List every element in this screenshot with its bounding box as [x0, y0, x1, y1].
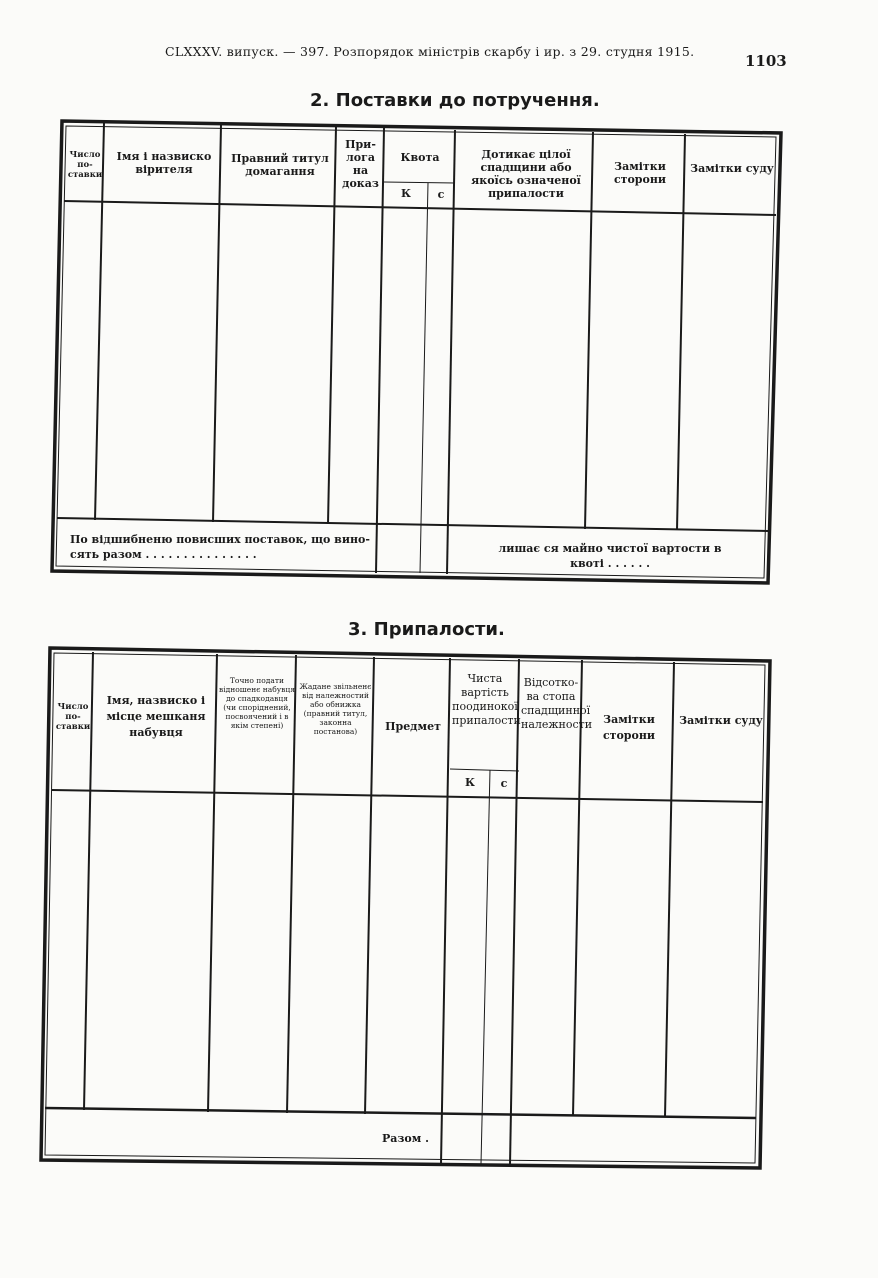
- page-number: 1103: [745, 52, 787, 70]
- s3-col-number: Число по- ставки: [55, 702, 91, 732]
- s2-col-proof: При- лога на доказ: [342, 138, 379, 190]
- s2-col-legal-title: Правний титул домагання: [231, 152, 329, 178]
- running-header: CLXXXV. випуск. — 397. Розпорядок міністрів скарбу і ир. з 29. студня 1915.: [165, 44, 695, 59]
- section3-title: 3. Припалости.: [348, 619, 505, 640]
- s3-col-name: Імя, назвиско і місце мешканя набувця: [106, 694, 206, 739]
- s3-col-net-s: с: [500, 777, 508, 790]
- s3-col-percent: Відсотко- ва стопа спадщинної належности: [521, 676, 593, 731]
- s3-col-remarks-court: Замітки суду: [679, 714, 763, 727]
- s3-col-relation: Точно подати відношенє набувця до спадкодавця (чи споріднений, посвоячений і в якім степені): [219, 676, 295, 730]
- s2-col-creditor: Імя і назвиско вірителя: [116, 150, 212, 176]
- s2-col-concerns: Дотикає цілої спадщини або якоїсь означеної припалости: [471, 148, 581, 200]
- s3-total-label: Разом .: [382, 1132, 429, 1145]
- section2-title: 2. Поставки до потручення.: [310, 90, 600, 111]
- s3-col-net-k: К: [464, 776, 475, 789]
- s3-col-remarks-party: Замітки сторони: [602, 713, 656, 742]
- s2-col-remarks-party: Замітки сторони: [613, 160, 667, 186]
- s3-col-net-value: Чиста вартість поодинокої припалости: [452, 672, 521, 727]
- s2-footer-left: По відшибненю повисших поставок, що вино- сять разом . . . . . . . . . . . . . . .: [70, 533, 370, 561]
- s3-col-exemption: Жадане звільненє від належностий або обнижка (правний титул, законна постанова): [299, 682, 372, 736]
- s2-footer-right: лишає ся майно чистої вартости в квоті . . . . . .: [498, 542, 722, 570]
- s3-col-subject: Предмет: [385, 720, 441, 733]
- s2-col-quota-k: К: [400, 187, 411, 200]
- s2-col-quota: Квота: [400, 151, 440, 164]
- s2-col-number: Число по- ставки: [67, 150, 103, 180]
- s2-col-remarks-court: Замітки суду: [690, 162, 774, 175]
- s2-col-quota-s: с: [437, 188, 445, 201]
